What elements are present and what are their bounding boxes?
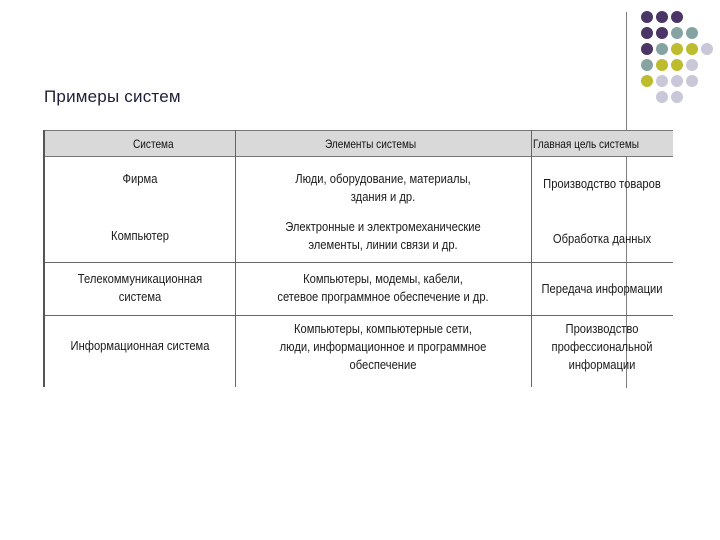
cell-line: Производство <box>565 321 639 336</box>
row-computer-goal-cell <box>541 230 663 248</box>
decorative-dot <box>656 59 668 71</box>
slide-title: Примеры систем <box>44 87 181 106</box>
cell-line: люди, информационное и программное <box>279 339 487 354</box>
header-system: Система <box>133 137 174 151</box>
decorative-dot <box>671 11 683 23</box>
decorative-dot <box>656 91 668 103</box>
column-separator <box>235 130 236 210</box>
cell-line: Телекоммуникационная <box>77 271 203 286</box>
column-separator <box>531 130 532 387</box>
column-separator <box>235 210 236 387</box>
decorative-dot <box>641 43 653 55</box>
cell-line: Компьютеры, модемы, кабели, <box>303 271 463 286</box>
decorative-dot <box>671 43 683 55</box>
decorative-dot <box>701 43 713 55</box>
row-telecom-goal-cell <box>541 280 663 298</box>
row-separator <box>45 262 673 263</box>
decorative-dot <box>656 27 668 39</box>
cell-line: элементы, линии связи и др. <box>308 237 458 252</box>
decorative-dot <box>641 27 653 39</box>
cell-line: сетевое программное обеспечение и др. <box>277 289 489 304</box>
row-info-system-goal-cell <box>541 320 663 374</box>
cell-line: Электронные и электромеханические <box>285 219 481 234</box>
row-telecom-elements-cell <box>256 270 511 306</box>
cell-line: система <box>118 289 162 304</box>
row-telecom-system-cell <box>58 270 221 306</box>
row-computer-elements-cell <box>256 218 511 254</box>
cell-line: Информационная система <box>70 338 210 353</box>
decorative-dot <box>641 11 653 23</box>
decorative-dot <box>671 27 683 39</box>
table-header-row <box>45 130 673 157</box>
row-separator <box>45 315 673 316</box>
header-goal: Главная цель системы <box>533 137 640 151</box>
cell-line: Передача информации <box>541 281 663 296</box>
decorative-dot <box>686 59 698 71</box>
row-firm-system-cell <box>58 170 221 188</box>
decorative-dot <box>641 59 653 71</box>
cell-line: Фирма <box>122 171 158 186</box>
cell-line: профессиональной <box>551 339 653 354</box>
decorative-dot <box>656 11 668 23</box>
row-firm-elements-cell <box>256 170 511 206</box>
systems-table <box>43 130 673 387</box>
decorative-dot <box>656 43 668 55</box>
decorative-dot <box>686 75 698 87</box>
decorative-dot-grid <box>640 10 716 120</box>
decorative-dot <box>671 59 683 71</box>
cell-line: информации <box>568 357 636 372</box>
cell-line: Люди, оборудование, материалы, <box>295 171 471 186</box>
decorative-dot <box>656 75 668 87</box>
cell-line: Производство товаров <box>543 176 661 191</box>
decorative-dot <box>671 91 683 103</box>
cell-line: Обработка данных <box>552 231 652 246</box>
header-elements: Элементы системы <box>325 137 417 151</box>
row-firm-goal-cell <box>541 175 663 193</box>
row-computer-system-cell <box>58 227 221 245</box>
cell-line: обеспечение <box>349 357 417 372</box>
cell-line: Компьютер <box>111 228 169 243</box>
decorative-dot <box>686 43 698 55</box>
cell-line: Компьютеры, компьютерные сети, <box>294 321 472 336</box>
row-info-system-elements-cell <box>256 320 511 374</box>
row-info-system-system-cell <box>58 337 221 355</box>
cell-line: здания и др. <box>350 189 416 204</box>
decorative-dot <box>686 27 698 39</box>
decorative-dot <box>671 75 683 87</box>
decorative-dot <box>641 75 653 87</box>
